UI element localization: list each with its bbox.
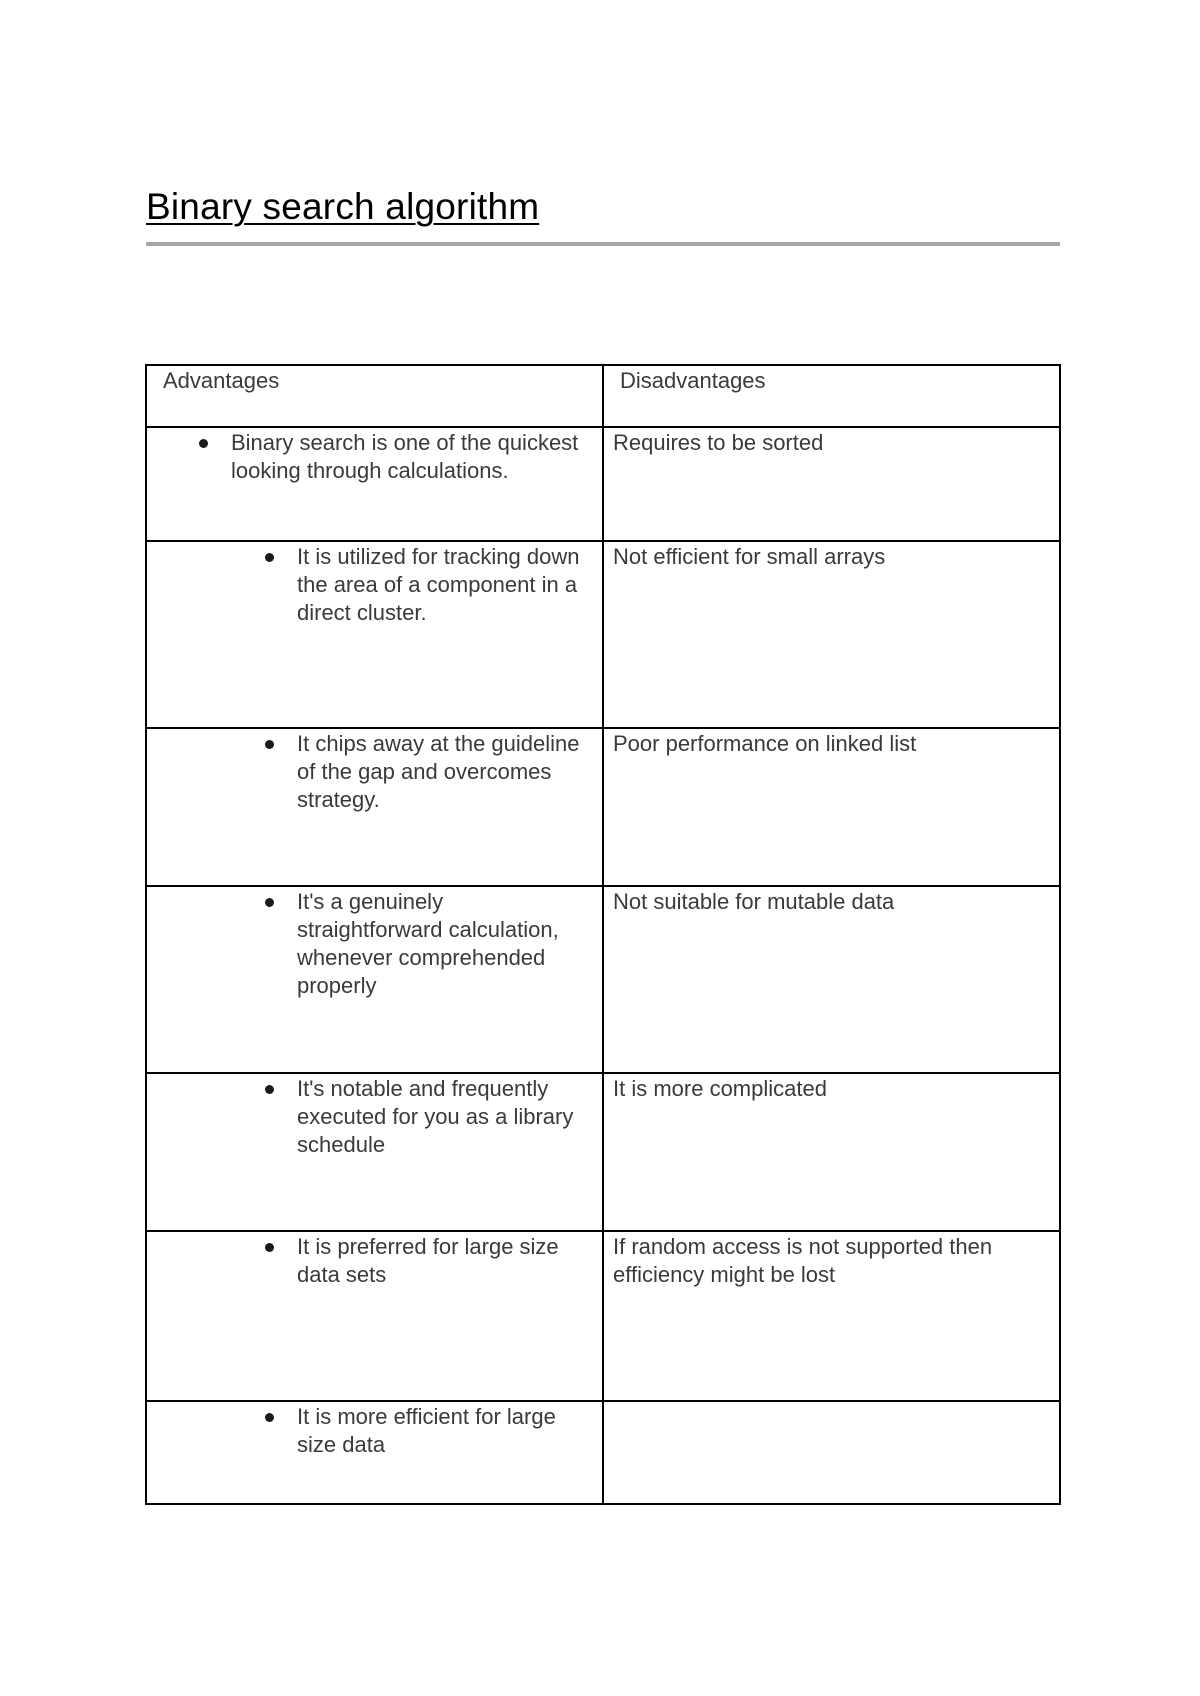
advantage-text: It is utilized for tracking down the area of a component in a direct cluster. [297, 544, 580, 625]
bullet-icon [199, 439, 208, 448]
advantage-cell [146, 1401, 603, 1504]
advantage-text: It chips away at the guideline of the gap and overcomes strategy. [297, 731, 580, 812]
bullet-icon [265, 1085, 274, 1094]
advantages-disadvantages-table [145, 364, 1061, 1505]
disadvantage-text: Poor performance on linked list [613, 731, 917, 756]
disadvantage-cell [603, 427, 1060, 541]
advantage-text: It's notable and frequently executed for you as a library schedule [297, 1076, 574, 1157]
disadvantage-text: Not efficient for small arrays [613, 544, 886, 569]
table-row [146, 1401, 1060, 1504]
document-title: Binary search algorithm [146, 186, 540, 227]
advantage-cell [146, 427, 603, 541]
bullet-icon [265, 740, 274, 749]
advantage-cell [146, 1231, 603, 1401]
table-row [146, 541, 1060, 728]
table-row [146, 886, 1060, 1073]
disadvantage-cell [603, 886, 1060, 1073]
advantage-text: It's a genuinely straightforward calculation, whenever comprehended properly [297, 889, 559, 998]
advantage-cell [146, 728, 603, 886]
bullet-icon [265, 1413, 274, 1422]
disadvantage-cell [603, 1401, 1060, 1504]
disadvantage-text: Not suitable for mutable data [613, 889, 895, 914]
table-row [146, 728, 1060, 886]
title-divider [146, 242, 1060, 246]
advantage-bullet [147, 1232, 602, 1289]
table-header-row [146, 365, 1060, 427]
advantage-bullet [147, 887, 602, 1000]
disadvantage-cell [603, 1073, 1060, 1231]
table-row [146, 427, 1060, 541]
advantages-header: Advantages [163, 368, 280, 393]
disadvantage-text: If random access is not supported then efficiency might be lost [613, 1234, 993, 1287]
table-row [146, 1231, 1060, 1401]
advantage-cell [146, 541, 603, 728]
advantage-cell [146, 1073, 603, 1231]
disadvantage-text [604, 1402, 1059, 1403]
bullet-icon [265, 1243, 274, 1252]
advantage-text: It is preferred for large size data sets [297, 1234, 559, 1287]
disadvantage-cell [603, 1231, 1060, 1401]
advantages-header-cell [146, 365, 603, 427]
disadvantages-header-cell [603, 365, 1060, 427]
disadvantage-text: It is more complicated [613, 1076, 827, 1101]
bullet-icon [265, 553, 274, 562]
advantage-bullet [147, 428, 602, 485]
advantage-bullet [147, 729, 602, 814]
advantage-bullet [147, 1402, 602, 1459]
advantage-text: Binary search is one of the quickest looking through calculations. [231, 430, 579, 483]
disadvantages-header: Disadvantages [620, 368, 766, 393]
table-row [146, 1073, 1060, 1231]
advantage-bullet [147, 542, 602, 627]
advantage-text: It is more efficient for large size data [297, 1404, 556, 1457]
advantage-cell [146, 886, 603, 1073]
advantage-bullet [147, 1074, 602, 1159]
disadvantage-text: Requires to be sorted [613, 430, 824, 455]
disadvantage-cell [603, 541, 1060, 728]
disadvantage-cell [603, 728, 1060, 886]
bullet-icon [265, 898, 274, 907]
